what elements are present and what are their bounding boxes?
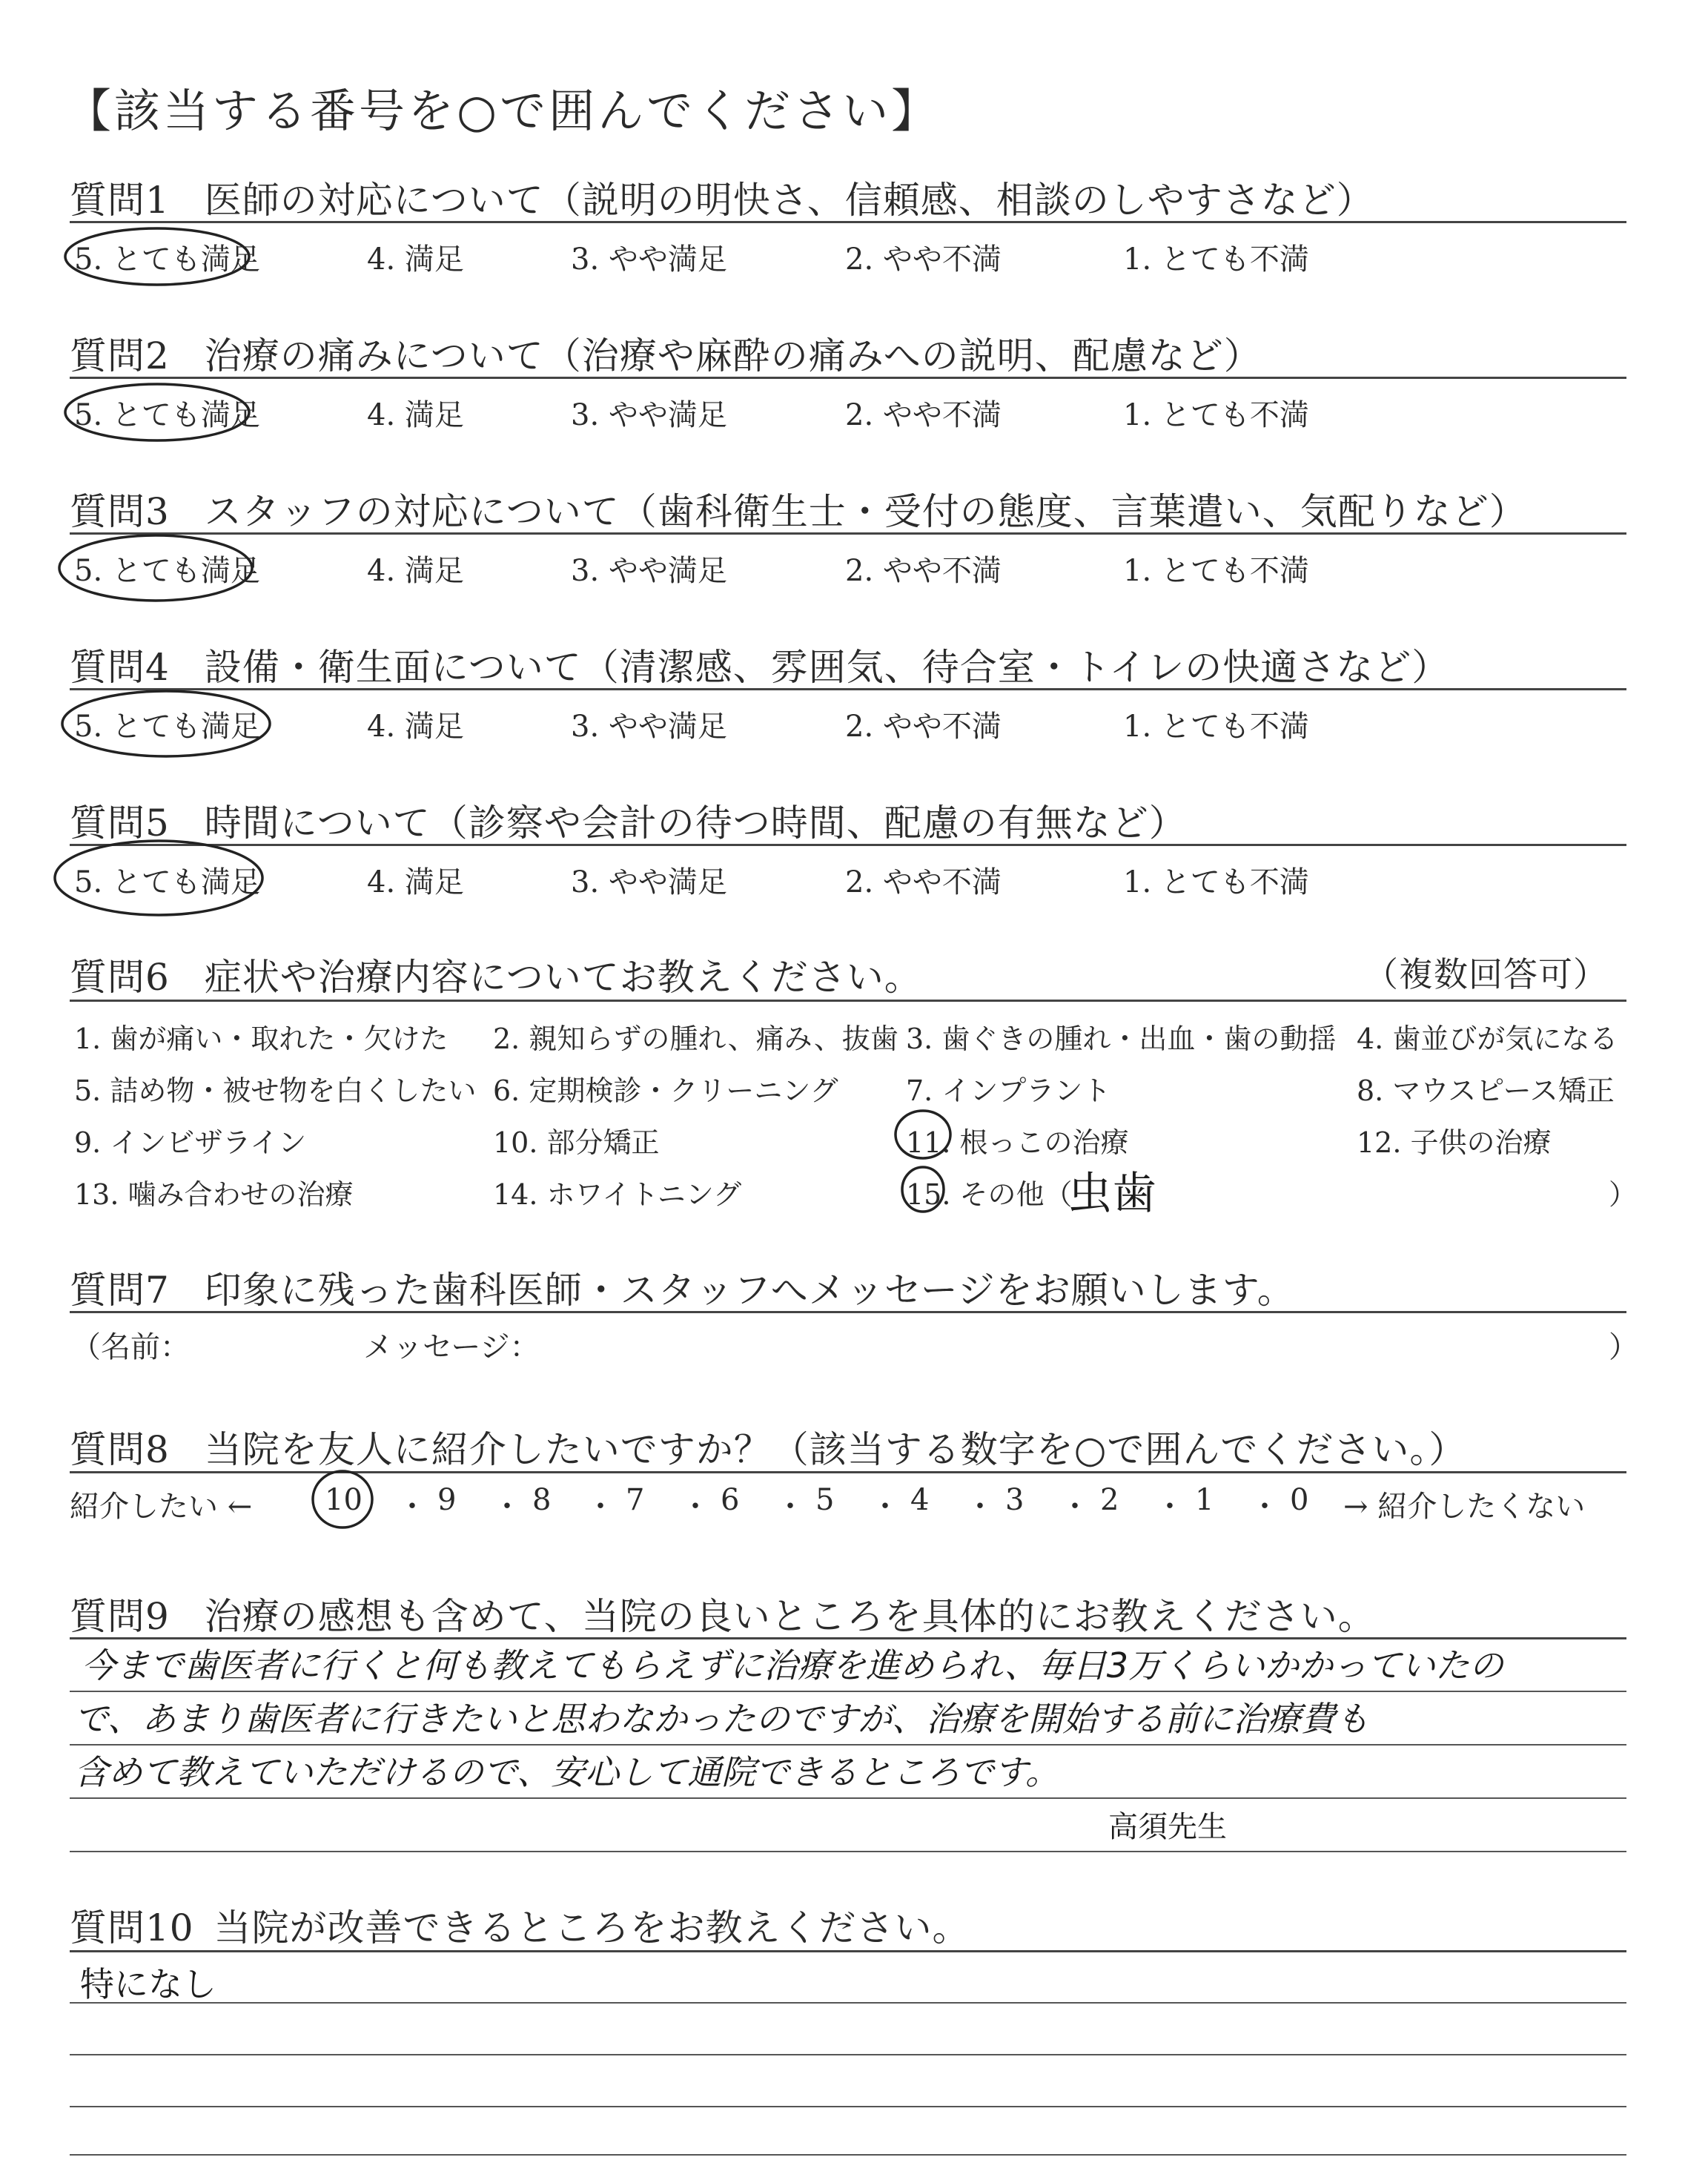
symptom-item-3[interactable]: 3. 歯ぐきの腫れ・出血・歯の動揺: [906, 1023, 1337, 1055]
question-text: 印象に残った歯科医師・スタッフへメッセージをお願いします。: [204, 1269, 1295, 1312]
option-1[interactable]: 1. とても不満: [1123, 554, 1309, 588]
option-4[interactable]: 4. 満足: [367, 242, 464, 277]
symptom-item-12[interactable]: 12. 子供の治療: [1357, 1126, 1552, 1159]
option-2[interactable]: 2. やや不満: [845, 242, 1002, 277]
question-label: 質問1: [70, 179, 170, 222]
option-5[interactable]: 5. とても満足: [74, 865, 260, 899]
option-4[interactable]: 4. 満足: [367, 398, 464, 432]
question-8: [70, 1420, 1466, 1473]
question-9: [70, 1587, 1376, 1640]
name-label: （名前：: [71, 1330, 190, 1364]
q9-answer-line-1: 今まで歯医者に行くと何も教えてもらえずに治療を進められ、毎日3万くらいかかっていたの: [82, 1645, 1504, 1685]
option-4[interactable]: 4. 満足: [367, 865, 464, 899]
scale-5[interactable]: 5: [815, 1483, 835, 1517]
scale-0[interactable]: 0: [1290, 1483, 1309, 1517]
option-5[interactable]: 5. とても満足: [74, 398, 260, 432]
message-label: メッセージ：: [363, 1330, 540, 1364]
scale-3[interactable]: 3: [1005, 1483, 1025, 1517]
question-label: 質問4: [70, 646, 170, 689]
question-label: 質問5: [70, 802, 170, 845]
question-label: 質問2: [70, 334, 170, 377]
question-text: 症状や治療内容についてお教えください。: [204, 956, 922, 999]
q9-answer-line-2: で、あまり歯医者に行きたいと思わなかったのですが、治療を開始する前に治療費も: [74, 1699, 1370, 1739]
symptom-item-13[interactable]: 13. 噛み合わせの治療: [74, 1178, 354, 1211]
scale-9[interactable]: 9: [437, 1483, 457, 1517]
option-1[interactable]: 1. とても不満: [1123, 710, 1309, 744]
option-2[interactable]: 2. やや不満: [845, 554, 1002, 588]
question-text: 時間について（診察や会計の待つ時間、配慮の有無など）: [204, 802, 1187, 845]
question-text: 治療の痛みについて（治療や麻酔の痛みへの説明、配慮など）: [204, 334, 1262, 377]
scale-8[interactable]: 8: [532, 1483, 552, 1517]
symptom-item-15[interactable]: 15. その他（: [906, 1178, 1073, 1211]
option-2[interactable]: 2. やや不満: [845, 398, 1002, 432]
symptom-item-4[interactable]: 4. 歯並びが気になる: [1357, 1023, 1618, 1055]
option-4[interactable]: 4. 満足: [367, 710, 464, 744]
question-label: 質問10: [70, 1906, 194, 1949]
question-label: 質問3: [70, 490, 170, 533]
question-text: 当院を友人に紹介したいですか？（該当する数字を○で囲んでください。）: [204, 1428, 1467, 1471]
multiple-answer-note: （複数回答可）: [1364, 954, 1608, 994]
option-3[interactable]: 3. やや満足: [571, 710, 727, 744]
option-1[interactable]: 1. とても不満: [1123, 398, 1309, 432]
question-4: [70, 638, 1449, 691]
form-title: 【該当する番号を○で囲んでください】: [65, 84, 941, 138]
question-3: [70, 482, 1527, 535]
recommend-left-label: 紹介したい ←: [70, 1490, 253, 1524]
q9-answer-line-3: 含めて教えていただけるので、安心して通院できるところです。: [74, 1752, 1059, 1792]
option-5[interactable]: 5. とても満足: [74, 710, 260, 744]
option-3[interactable]: 3. やや満足: [571, 398, 727, 432]
option-5[interactable]: 5. とても満足: [74, 554, 260, 588]
symptom-item-1[interactable]: 1. 歯が痛い・取れた・欠けた: [74, 1023, 448, 1055]
scale-2[interactable]: 2: [1100, 1483, 1119, 1517]
q10-answer: 特になし: [80, 1964, 216, 2004]
symptom-item-8[interactable]: 8. マウスピース矯正: [1357, 1074, 1615, 1107]
question-text: スタッフの対応について（歯科衛生士・受付の態度、言葉遣い、気配りなど）: [204, 490, 1527, 533]
scale-4[interactable]: 4: [910, 1483, 930, 1517]
scale-1[interactable]: 1: [1195, 1483, 1214, 1517]
option-4[interactable]: 4. 満足: [367, 554, 464, 588]
message-close-paren: ）: [1609, 1330, 1638, 1364]
symptom-item-11[interactable]: 11. 根っこの治療: [906, 1126, 1129, 1159]
symptom-item-7[interactable]: 7. インプラント: [906, 1074, 1111, 1107]
scale-10[interactable]: 10: [325, 1483, 363, 1517]
doctor-signature: 高須先生: [1108, 1810, 1227, 1844]
symptom-item-6[interactable]: 6. 定期検診・クリーニング: [493, 1074, 838, 1107]
option-1[interactable]: 1. とても不満: [1123, 865, 1309, 899]
question-text: 医師の対応について（説明の明快さ、信頼感、相談のしやすさなど）: [204, 179, 1374, 222]
question-2: [70, 326, 1262, 380]
option-5[interactable]: 5. とても満足: [74, 242, 260, 277]
option-3[interactable]: 3. やや満足: [571, 554, 727, 588]
question-label: 質問6: [70, 956, 170, 999]
option-3[interactable]: 3. やや満足: [571, 865, 727, 899]
symptom-item-5[interactable]: 5. 詰め物・被せ物を白くしたい: [74, 1074, 477, 1107]
question-5: [70, 793, 1187, 847]
scale-6[interactable]: 6: [721, 1483, 740, 1517]
question-1: [70, 171, 1374, 224]
question-7: [70, 1261, 1295, 1314]
scale-7[interactable]: 7: [626, 1483, 645, 1517]
symptom-item-9[interactable]: 9. インビザライン: [74, 1126, 307, 1159]
option-2[interactable]: 2. やや不満: [845, 865, 1002, 899]
question-label: 質問7: [70, 1269, 170, 1312]
question-text: 治療の感想も含めて、当院の良いところを具体的にお教えください。: [204, 1595, 1376, 1638]
recommend-right-label: → 紹介したくない: [1343, 1490, 1586, 1524]
question-label: 質問8: [70, 1428, 170, 1471]
question-10: [70, 1898, 970, 1952]
option-1[interactable]: 1. とても不満: [1123, 242, 1309, 277]
symptom-item-2[interactable]: 2. 親知らずの腫れ、痛み、抜歯: [493, 1023, 898, 1055]
other-close-paren: ）: [1609, 1178, 1638, 1211]
question-6: [70, 948, 922, 1001]
question-label: 質問9: [70, 1595, 170, 1638]
symptom-item-10[interactable]: 10. 部分矯正: [493, 1126, 660, 1159]
question-text: 当院が改善できるところをお教えください。: [214, 1906, 970, 1949]
question-text: 設備・衛生面について（清潔感、雰囲気、待合室・トイレの快適さなど）: [204, 646, 1450, 689]
symptom-item-14[interactable]: 14. ホワイトニング: [493, 1178, 742, 1211]
option-2[interactable]: 2. やや不満: [845, 710, 1002, 744]
other-answer-handwritten: 虫歯: [1068, 1168, 1156, 1220]
option-3[interactable]: 3. やや満足: [571, 242, 727, 277]
